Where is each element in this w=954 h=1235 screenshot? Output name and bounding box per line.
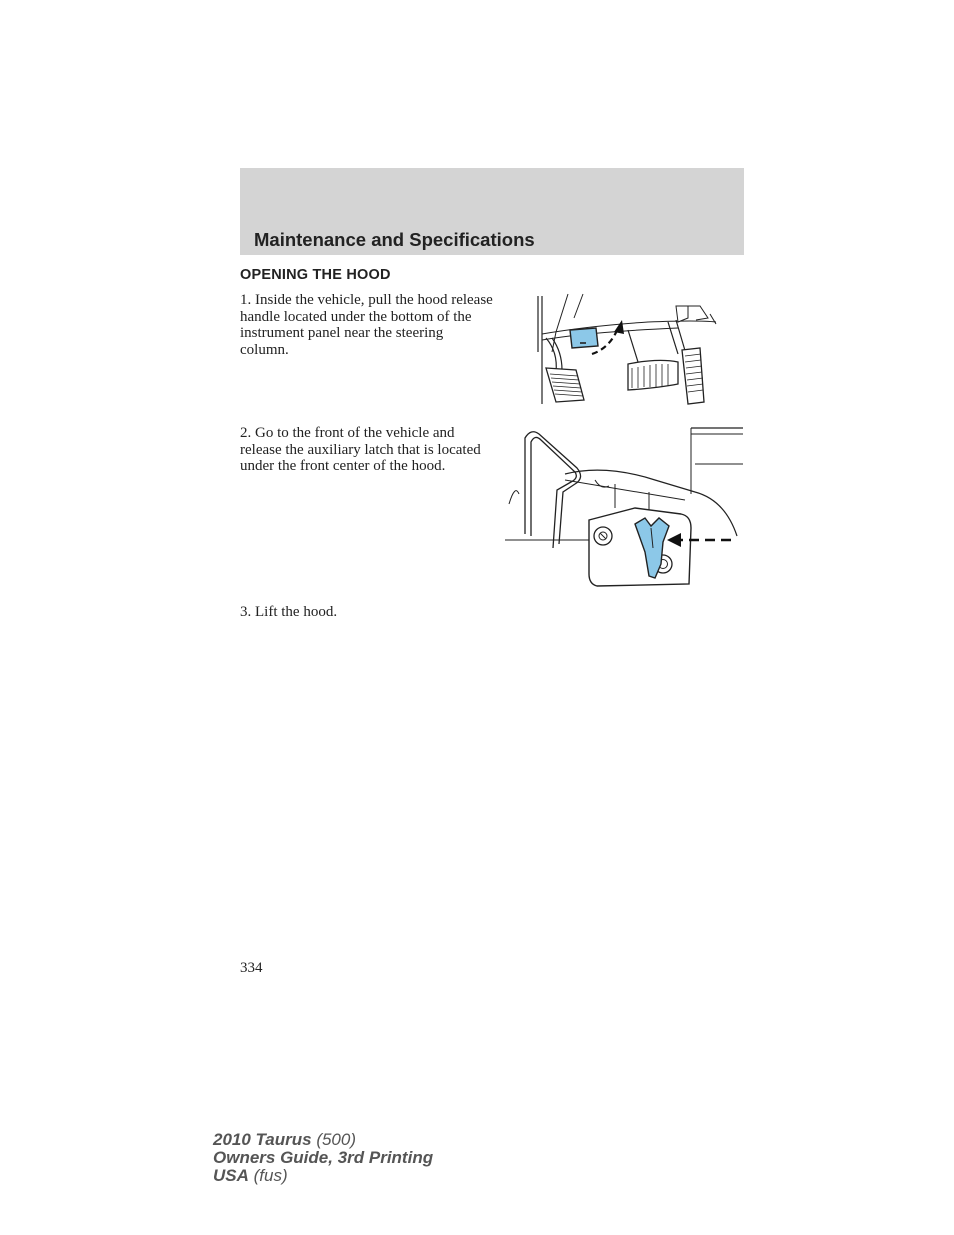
chapter-header — [240, 168, 744, 255]
chapter-title: Maintenance and Specifications — [254, 229, 535, 250]
footer-model-code: (500) — [311, 1130, 357, 1149]
step-3-text: 3. Lift the hood. — [240, 604, 338, 620]
section-title: OPENING THE HOOD — [240, 267, 391, 283]
step-1-text: 1. Inside the vehicle, pull the hood release handle located under the bottom of the instrument panel near the steering column. — [240, 292, 493, 358]
document-footer — [213, 1131, 433, 1185]
step-2-text: 2. Go to the front of the vehicle and release the auxiliary latch that is located under the front center of the hood. — [240, 425, 481, 474]
hood-release-handle-icon — [528, 292, 718, 408]
page-number: 334 — [240, 960, 263, 976]
auxiliary-latch-icon — [505, 424, 745, 590]
footer-market: USA — [213, 1166, 249, 1185]
footer-model: 2010 Taurus — [213, 1130, 312, 1149]
footer-edition: Owners Guide, 3rd Printing — [213, 1148, 434, 1167]
footer-market-code: (fus) — [248, 1166, 288, 1185]
